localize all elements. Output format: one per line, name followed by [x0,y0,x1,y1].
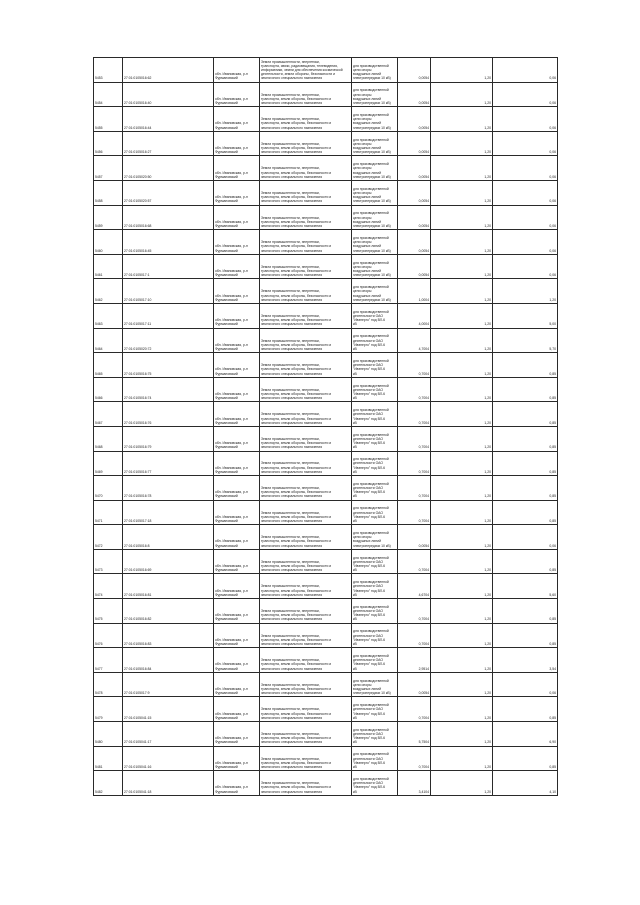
location: обл. Ивановская, р-н Фурмановский [214,623,260,648]
land-category: Земли промышленности, энергетики, транспорта, земли обороны, безопасности и земли иного специального назначения [260,107,352,132]
cadastral-number: 27:01:0105020:50 [123,156,214,181]
total-value: 1,20 [493,279,558,304]
permitted-use: для производственной цели опоры воздушных линий электропередачи 10 кВ) [352,180,398,205]
location: обл. Ивановская, р-н Фурмановский [214,402,260,427]
land-category: Земли промышленности, энергетики, транспорта, земли обороны, безопасности и земли иного специального назначения [260,672,352,697]
location: обл. Ивановская, р-н Фурмановский [214,574,260,599]
coefficient-value: 1,20 [431,476,493,501]
permitted-use: для производственной цели опоры воздушных линий электропередачи 10 кВ) [352,230,398,255]
permitted-use: для производственной цели опоры воздушных линий электропередачи 10 кВ) [352,672,398,697]
location: обл. Ивановская, р-н Фурмановский [214,131,260,156]
coefficient-value: 1,20 [431,771,493,796]
table-row [94,476,558,501]
table-row [94,156,558,181]
area-value: 1,0004 [398,279,431,304]
cadastral-number: 27:01:0105017:10 [123,279,214,304]
total-value: 4,10 [493,771,558,796]
cadastral-number: 27:01:0105041:18 [123,771,214,796]
cadastral-number: 27:01:0105016:69 [123,549,214,574]
permitted-use: для производственной деятельности ОАО "Ивэнерго" под ВЛ-6 кВ [352,697,398,722]
permitted-use: для производственной цели опоры воздушных линий электропередачи 10 кВ) [352,107,398,132]
cadastral-number: 27:01:0105016:68 [123,205,214,230]
permitted-use: для производственной деятельности ОАО "Ивэнерго" под ВЛ-6 кВ [352,426,398,451]
coefficient-value: 1,20 [431,599,493,624]
row-number: 5456 [94,131,123,156]
permitted-use: для производственной деятельности ОАО "Ивэнерго" под ВЛ-6 кВ [352,451,398,476]
area-value: 0,0054 [398,672,431,697]
row-number: 5471 [94,500,123,525]
coefficient-value: 1,20 [431,746,493,771]
location: обл. Ивановская, р-н Фурмановский [214,672,260,697]
total-value: 0,06 [493,672,558,697]
row-number: 5460 [94,230,123,255]
cadastral-number: 27:01:0105016:84 [123,648,214,673]
area-value: 0,0054 [398,180,431,205]
table-row [94,697,558,722]
total-value: 0,85 [493,697,558,722]
table-row [94,722,558,747]
land-category: Земли промышленности, энергетики, транспорта, земли обороны, безопасности и земли иного специального назначения [260,303,352,328]
row-number: 5463 [94,303,123,328]
location: обл. Ивановская, р-н Фурмановский [214,254,260,279]
land-category: Земли промышленности, энергетики, транспорта, связи, радиовещания, телевидения, информатики, земли для обеспечения космической деятельности, земли обороны, безопасности и земли иного специального назначения [260,58,352,83]
table-row [94,131,558,156]
coefficient-value: 1,20 [431,623,493,648]
permitted-use: для производственной деятельности ОАО "Ивэнерго" под ВЛ-6 кВ [352,476,398,501]
row-number: 5465 [94,353,123,378]
table-row [94,500,558,525]
row-number: 5475 [94,599,123,624]
area-value: 0,0054 [398,131,431,156]
coefficient-value: 1,20 [431,303,493,328]
table-row [94,771,558,796]
row-number: 5481 [94,746,123,771]
total-value: 6,90 [493,722,558,747]
cadastral-number: 27:01:0105041:15 [123,697,214,722]
area-value: 0,7004 [398,623,431,648]
row-number: 5457 [94,156,123,181]
cadastral-number: 27:01:0105016:77 [123,451,214,476]
land-category: Земли промышленности, энергетики, транспорта, земли обороны, безопасности и земли иного специального назначения [260,205,352,230]
row-number: 5477 [94,648,123,673]
total-value: 0,06 [493,230,558,255]
land-category: Земли промышленности, энергетики, транспорта, земли обороны, безопасности и земли иного специального назначения [260,451,352,476]
area-value: 0,7004 [398,377,431,402]
land-category: Земли промышленности, энергетики, транспорта, земли обороны, безопасности и земли иного специального назначения [260,180,352,205]
area-value: 3,4104 [398,771,431,796]
area-value: 0,0054 [398,82,431,107]
table-row [94,451,558,476]
table-row [94,672,558,697]
total-value: 0,06 [493,82,558,107]
coefficient-value: 1,20 [431,525,493,550]
land-category: Земли промышленности, энергетики, транспорта, земли обороны, безопасности и земли иного специального назначения [260,771,352,796]
land-category: Земли промышленности, энергетики, транспорта, земли обороны, безопасности и земли иного специального назначения [260,525,352,550]
land-registry-table [93,57,558,796]
permitted-use: для производственной цели опоры воздушных линий электропередачи 10 кВ) [352,254,398,279]
total-value: 0,85 [493,377,558,402]
cadastral-number: 27:01:0105016:45 [123,230,214,255]
land-category: Земли промышленности, энергетики, транспорта, земли обороны, безопасности и земли иного специального назначения [260,623,352,648]
table-row [94,426,558,451]
area-value: 0,0054 [398,205,431,230]
total-value: 0,85 [493,623,558,648]
location: обл. Ивановская, р-н Фурмановский [214,205,260,230]
coefficient-value: 1,20 [431,697,493,722]
coefficient-value: 1,20 [431,82,493,107]
area-value: 4,6704 [398,574,431,599]
area-value: 0,7004 [398,500,431,525]
land-category: Земли промышленности, энергетики, транспорта, земли обороны, безопасности и земли иного специального назначения [260,131,352,156]
total-value: 0,85 [493,451,558,476]
location: обл. Ивановская, р-н Фурмановский [214,156,260,181]
land-category: Земли промышленности, энергетики, транспорта, земли обороны, безопасности и земли иного специального назначения [260,328,352,353]
location: обл. Ивановская, р-н Фурмановский [214,58,260,83]
coefficient-value: 1,20 [431,672,493,697]
permitted-use: для производственной деятельности ОАО "Ивэнерго" под ВЛ-6 кВ [352,599,398,624]
area-value: 0,0054 [398,230,431,255]
coefficient-value: 1,20 [431,451,493,476]
area-value: 4,0004 [398,303,431,328]
cadastral-number: 27:01:0105016:40 [123,82,214,107]
row-number: 5482 [94,771,123,796]
land-category: Земли промышленности, энергетики, транспорта, земли обороны, безопасности и земли иного специального назначения [260,722,352,747]
coefficient-value: 1,20 [431,549,493,574]
row-number: 5469 [94,451,123,476]
row-number: 5480 [94,722,123,747]
row-number: 5467 [94,402,123,427]
table-row [94,525,558,550]
cadastral-number: 27:01:0105017:1 [123,254,214,279]
land-category: Земли промышленности, энергетики, транспорта, земли обороны, безопасности и земли иного специального назначения [260,648,352,673]
permitted-use: для производственной цели опоры воздушных линий электропередачи 10 кВ) [352,525,398,550]
land-category: Земли промышленности, энергетики, транспорта, земли обороны, безопасности и земли иного специального назначения [260,377,352,402]
location: обл. Ивановская, р-н Фурмановский [214,377,260,402]
coefficient-value: 1,20 [431,377,493,402]
area-value: 5,7504 [398,722,431,747]
land-category: Земли промышленности, энергетики, транспорта, земли обороны, безопасности и земли иного специального назначения [260,230,352,255]
location: обл. Ивановская, р-н Фурмановский [214,525,260,550]
location: обл. Ивановская, р-н Фурмановский [214,648,260,673]
total-value: 5,60 [493,574,558,599]
location: обл. Ивановская, р-н Фурмановский [214,771,260,796]
cadastral-number: 27:01:0105041:16 [123,746,214,771]
coefficient-value: 1,20 [431,353,493,378]
total-value: 0,06 [493,180,558,205]
permitted-use: для производственной деятельности ОАО "Ивэнерго" под ВЛ-6 кВ [352,303,398,328]
land-category: Земли промышленности, энергетики, транспорта, земли обороны, безопасности и земли иного специального назначения [260,156,352,181]
land-category: Земли промышленности, энергетики, транспорта, земли обороны, безопасности и земли иного специального назначения [260,402,352,427]
coefficient-value: 1,20 [431,205,493,230]
location: обл. Ивановская, р-н Фурмановский [214,353,260,378]
area-value: 0,0054 [398,156,431,181]
cadastral-number: 27:01:0105017:18 [123,500,214,525]
land-category: Земли промышленности, энергетики, транспорта, земли обороны, безопасности и земли иного специального назначения [260,500,352,525]
cadastral-number: 27:01:0105017:11 [123,303,214,328]
coefficient-value: 1,20 [431,254,493,279]
permitted-use: для производственной цели опоры воздушных линий электропередачи 10 кВ) [352,131,398,156]
permitted-use: для производственной деятельности ОАО "Ивэнерго" под ВЛ-6 кВ [352,549,398,574]
permitted-use: для производственной деятельности ОАО "Ивэнерго" под ВЛ-6 кВ [352,623,398,648]
coefficient-value: 1,20 [431,180,493,205]
cadastral-number: 27:01:0105016:79 [123,426,214,451]
total-value: 0,85 [493,476,558,501]
coefficient-value: 1,20 [431,500,493,525]
table-row [94,746,558,771]
permitted-use: для производственной деятельности ОАО "Ивэнерго" под ВЛ-6 кВ [352,648,398,673]
land-category: Земли промышленности, энергетики, транспорта, земли обороны, безопасности и земли иного специального назначения [260,746,352,771]
table-row [94,82,558,107]
location: обл. Ивановская, р-н Фурмановский [214,599,260,624]
area-value: 0,7004 [398,599,431,624]
location: обл. Ивановская, р-н Фурмановский [214,107,260,132]
land-category: Земли промышленности, энергетики, транспорта, земли обороны, безопасности и земли иного специального назначения [260,254,352,279]
permitted-use: для производственной цели опоры воздушных линий электропередачи 10 кВ) [352,279,398,304]
permitted-use: для производственной деятельности ОАО "Ивэнерго" под ВЛ-6 кВ [352,353,398,378]
coefficient-value: 1,20 [431,279,493,304]
area-value: 4,7004 [398,328,431,353]
table-row [94,254,558,279]
land-category: Земли промышленности, энергетики, транспорта, земли обороны, безопасности и земли иного специального назначения [260,574,352,599]
table-row [94,599,558,624]
permitted-use: для производственной деятельности ОАО "Ивэнерго" под ВЛ-6 кВ [352,771,398,796]
row-number: 5458 [94,180,123,205]
location: обл. Ивановская, р-н Фурмановский [214,549,260,574]
cadastral-number: 27:01:0105016:78 [123,476,214,501]
area-value: 0,7004 [398,746,431,771]
total-value: 0,85 [493,500,558,525]
table-row [94,58,558,83]
cadastral-number: 27:01:0105017:9 [123,672,214,697]
row-number: 5454 [94,82,123,107]
permitted-use: для производственной деятельности ОАО "Ивэнерго" под ВЛ-6 кВ [352,500,398,525]
table-row [94,107,558,132]
permitted-use: для производственной деятельности ОАО "Ивэнерго" под ВЛ-6 кВ [352,746,398,771]
table-row [94,574,558,599]
total-value: 0,85 [493,402,558,427]
cadastral-number: 27:01:0105020:72 [123,328,214,353]
row-number: 5479 [94,697,123,722]
area-value: 0,7004 [398,451,431,476]
table-row [94,648,558,673]
area-value: 0,7004 [398,402,431,427]
area-value: 0,7004 [398,549,431,574]
total-value: 0,06 [493,254,558,279]
cadastral-number: 27:01:0105016:27 [123,131,214,156]
permitted-use: для производственной деятельности ОАО "Ивэнерго" под ВЛ-6 кВ [352,328,398,353]
row-number: 5464 [94,328,123,353]
cadastral-number: 27:01:0105016:76 [123,402,214,427]
location: обл. Ивановская, р-н Фурмановский [214,230,260,255]
cadastral-number: 27:01:0105041:17 [123,722,214,747]
table-body [94,58,558,796]
coefficient-value: 1,20 [431,722,493,747]
row-number: 5461 [94,254,123,279]
row-number: 5468 [94,426,123,451]
total-value: 0,06 [493,58,558,83]
cadastral-number: 27:01:0105016:62 [123,58,214,83]
coefficient-value: 1,20 [431,58,493,83]
row-number: 5474 [94,574,123,599]
total-value: 0,85 [493,599,558,624]
coefficient-value: 1,20 [431,426,493,451]
table-row [94,402,558,427]
table-row [94,279,558,304]
permitted-use: для производственной цели опоры воздушных линий электропередачи 10 кВ) [352,156,398,181]
permitted-use: для производственной деятельности ОАО "Ивэнерго" под ВЛ-6 кВ [352,574,398,599]
cadastral-number: 27:01:0105016:44 [123,107,214,132]
total-value: 5,00 [493,303,558,328]
coefficient-value: 1,20 [431,156,493,181]
area-value: 0,7004 [398,476,431,501]
location: обл. Ивановская, р-н Фурмановский [214,476,260,501]
land-category: Земли промышленности, энергетики, транспорта, земли обороны, безопасности и земли иного специального назначения [260,82,352,107]
location: обл. Ивановская, р-н Фурмановский [214,328,260,353]
table-row [94,303,558,328]
location: обл. Ивановская, р-н Фурмановский [214,279,260,304]
total-value: 0,85 [493,746,558,771]
area-value: 0,0054 [398,107,431,132]
coefficient-value: 1,20 [431,328,493,353]
row-number: 5478 [94,672,123,697]
coefficient-value: 1,20 [431,648,493,673]
coefficient-value: 1,20 [431,230,493,255]
total-value: 0,06 [493,156,558,181]
location: обл. Ивановская, р-н Фурмановский [214,697,260,722]
location: обл. Ивановская, р-н Фурмановский [214,82,260,107]
table-row [94,353,558,378]
coefficient-value: 1,20 [431,574,493,599]
area-value: 0,0054 [398,58,431,83]
land-category: Земли промышленности, энергетики, транспорта, земли обороны, безопасности и земли иного специального назначения [260,599,352,624]
row-number: 5473 [94,549,123,574]
row-number: 5476 [94,623,123,648]
location: обл. Ивановская, р-н Фурмановский [214,180,260,205]
area-value: 0,7004 [398,353,431,378]
table-row [94,180,558,205]
row-number: 5466 [94,377,123,402]
permitted-use: для производственной деятельности ОАО "Ивэнерго" под ВЛ-6 кВ [352,377,398,402]
total-value: 0,06 [493,131,558,156]
row-number: 5470 [94,476,123,501]
total-value: 0,85 [493,549,558,574]
total-value: 0,06 [493,205,558,230]
cadastral-number: 27:01:0105016:82 [123,599,214,624]
row-number: 5472 [94,525,123,550]
location: обл. Ивановская, р-н Фурмановский [214,303,260,328]
land-category: Земли промышленности, энергетики, транспорта, земли обороны, безопасности и земли иного специального назначения [260,426,352,451]
area-value: 0,7004 [398,697,431,722]
area-value: 0,7004 [398,426,431,451]
total-value: 0,85 [493,426,558,451]
total-value: 5,70 [493,328,558,353]
table-row [94,328,558,353]
area-value: 2,9514 [398,648,431,673]
cadastral-number: 27:01:0105016:75 [123,353,214,378]
permitted-use: для производственной цели опоры воздушных линий электропередачи 10 кВ) [352,205,398,230]
permitted-use: для производственной цели опоры воздушных линий электропередачи 10 кВ) [352,58,398,83]
permitted-use: для производственной цели опоры воздушных линий электропередачи 10 кВ) [352,82,398,107]
location: обл. Ивановская, р-н Фурмановский [214,451,260,476]
row-number: 5459 [94,205,123,230]
cadastral-number: 27:01:0105020:57 [123,180,214,205]
table-row [94,230,558,255]
area-value: 0,0054 [398,525,431,550]
cadastral-number: 27:01:0105016:8 [123,525,214,550]
table-row [94,623,558,648]
row-number: 5455 [94,107,123,132]
land-category: Земли промышленности, энергетики, транспорта, земли обороны, безопасности и земли иного специального назначения [260,353,352,378]
permitted-use: для производственной деятельности ОАО "Ивэнерго" под ВЛ-6 кВ [352,722,398,747]
location: обл. Ивановская, р-н Фурмановский [214,746,260,771]
total-value: 3,54 [493,648,558,673]
land-category: Земли промышленности, энергетики, транспорта, земли обороны, безопасности и земли иного специального назначения [260,549,352,574]
total-value: 0,06 [493,107,558,132]
land-category: Земли промышленности, энергетики, транспорта, земли обороны, безопасности и земли иного специального назначения [260,697,352,722]
cadastral-number: 27:01:0105016:81 [123,574,214,599]
land-category: Земли промышленности, энергетики, транспорта, земли обороны, безопасности и земли иного специального назначения [260,279,352,304]
coefficient-value: 1,20 [431,107,493,132]
total-value: 0,06 [493,525,558,550]
row-number: 5462 [94,279,123,304]
coefficient-value: 1,20 [431,131,493,156]
location: обл. Ивановская, р-н Фурмановский [214,426,260,451]
coefficient-value: 1,20 [431,402,493,427]
location: обл. Ивановская, р-н Фурмановский [214,722,260,747]
row-number: 5453 [94,58,123,83]
table-row [94,377,558,402]
permitted-use: для производственной деятельности ОАО "Ивэнерго" под ВЛ-6 кВ [352,402,398,427]
table-row [94,549,558,574]
total-value: 0,85 [493,353,558,378]
cadastral-number: 27:01:0105016:74 [123,377,214,402]
location: обл. Ивановская, р-н Фурмановский [214,500,260,525]
land-category: Земли промышленности, энергетики, транспорта, земли обороны, безопасности и земли иного специального назначения [260,476,352,501]
cadastral-number: 27:01:0105016:83 [123,623,214,648]
table-row [94,205,558,230]
area-value: 0,0054 [398,254,431,279]
